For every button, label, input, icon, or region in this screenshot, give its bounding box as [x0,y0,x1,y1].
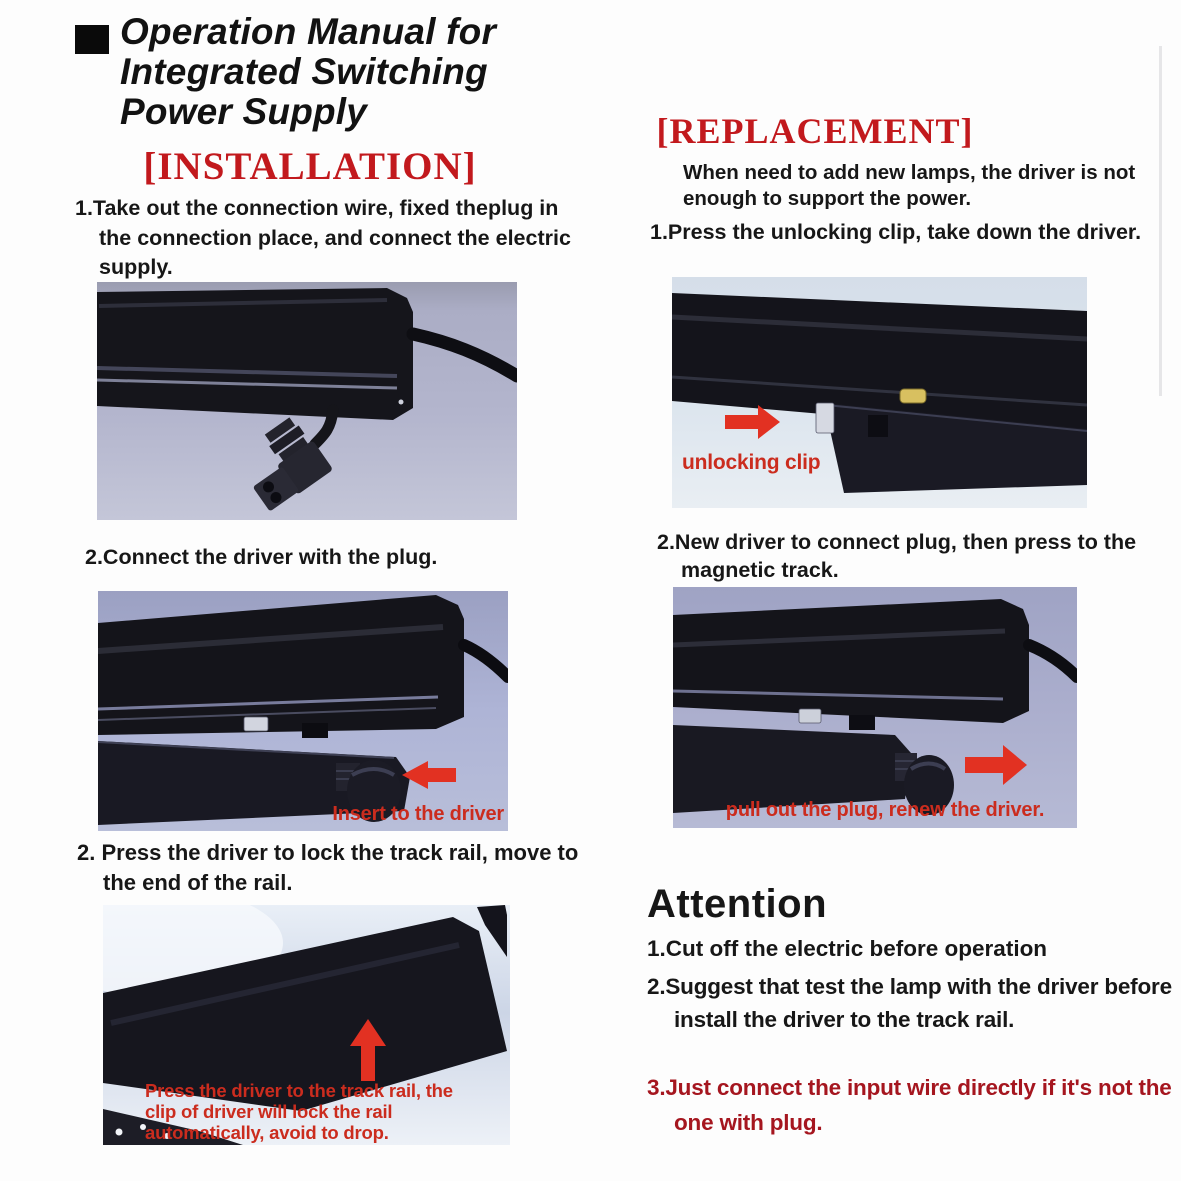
photo-unlocking-clip [672,277,1087,508]
flange-hole [116,1129,123,1136]
photo-caption: pull out the plug, renew the driver. [725,799,1045,821]
scan-artifact-line [1159,46,1162,396]
page-title-line-3: Power Supply [120,91,368,132]
replacement-step-1: 1.Press the unlocking clip, take down the driver. [650,220,1142,244]
photo-press-driver-to-rail [103,905,510,1145]
gold-contact [900,389,926,403]
track-rail [97,288,413,420]
metal-clip [244,717,268,731]
photo-caption: Insert to the driver [332,803,504,825]
rail-dot [399,400,404,405]
attention-item-2: 2.Suggest that test the lamp with the driver before install the driver to the track rail. [647,974,1172,1032]
photo-caption-line-2: clip of driver will lock the rail [145,1101,393,1122]
photo-renew-driver [673,587,1077,828]
installation-step-3: 2. Press the driver to lock the track rail, move to the end of the rail. [77,840,579,895]
page-title [120,12,496,132]
track-rail [673,599,1029,723]
installation-step-2: 2.Connect the driver with the plug. [85,545,438,569]
installation-step-1: 1.Take out the connection wire, fixed theplug in the connection place, and connect the electric supply. [75,196,571,279]
attention-item-3: 3.Just connect the input wire directly if it's not the one with plug. [647,1075,1172,1135]
installation-heading: [INSTALLATION] [143,145,477,188]
unlocking-clip-metal [816,403,834,433]
clip-tab [868,415,888,437]
replacement-heading: [REPLACEMENT] [656,111,974,151]
clip-tab [849,715,875,730]
attention-item-1: 1.Cut off the electric before operation [647,936,1048,961]
clip-tab [302,723,328,738]
photo-caption-line-1: Press the driver to the track rail, the [145,1080,453,1101]
replacement-intro: When need to add new lamps, the driver is not enough to support the power. [683,161,1136,210]
replacement-step-2: 2.New driver to connect plug, then press to the magnetic track. [657,530,1137,582]
attention-heading: Attention [647,882,828,926]
photo-insert-to-driver [98,591,508,831]
photo-installation-rail-plug [97,282,517,520]
page-title-line-1: Operation Manual for [120,11,497,52]
photo-caption: unlocking clip [682,451,821,474]
title-bullet-square [75,25,109,54]
metal-clip [799,709,821,723]
page-title-line-2: Integrated Switching [120,51,488,92]
photo-caption-line-3: automatically, avoid to drop. [145,1122,389,1143]
